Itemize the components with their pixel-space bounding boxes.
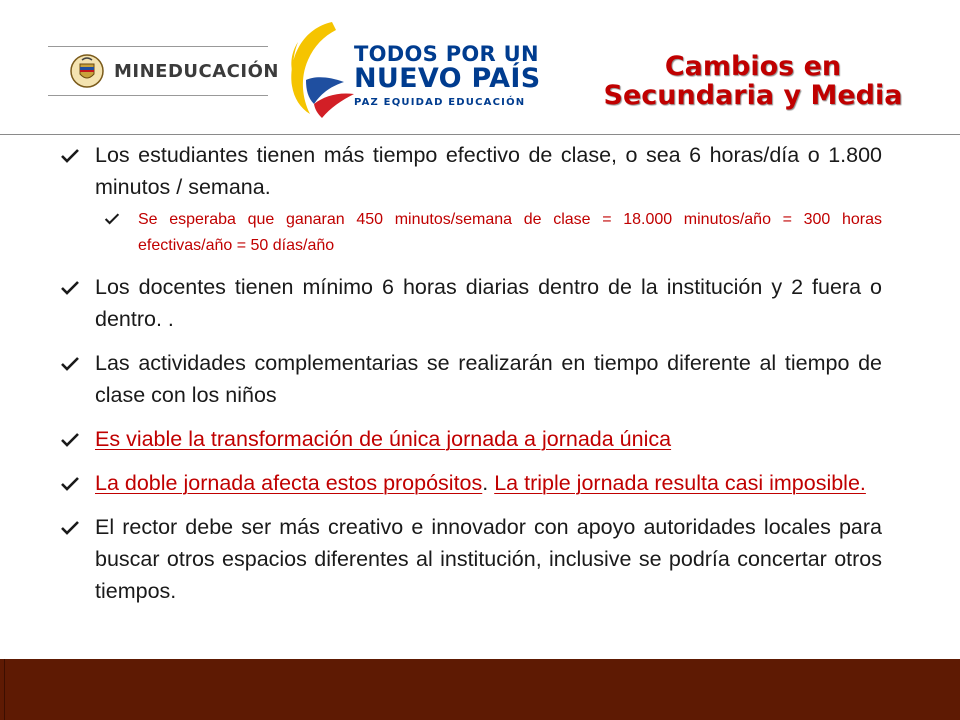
header-rule-top: [48, 46, 268, 47]
bullet-text: Las actividades complementarias se realizarán en tiempo diferente al tiempo de clase con los niños: [95, 351, 882, 407]
checkmark-icon: [60, 356, 80, 372]
bullet-item: [60, 423, 882, 455]
slide-title-line-2: Secundaria y Media: [603, 80, 903, 111]
checkmark-icon: [60, 432, 80, 448]
header-rule-bottom: [48, 95, 268, 96]
todos-por-un-nuevo-pais-logo: [284, 14, 541, 128]
slide-title-line-1: Cambios en: [664, 51, 842, 82]
bullet-text: Los docentes tienen mínimo 6 horas diarias dentro de la institución y 2 fuera o dentro. .: [95, 275, 882, 331]
bullet-text-highlight: La doble jornada afecta estos propósitos: [95, 471, 483, 495]
slide-header: [0, 0, 960, 135]
bullet-text: El rector debe ser más creativo e innovador con apoyo autoridades locales para buscar otros espacios diferentes al institución, inclusive se podría concertar otros tiempos.: [95, 515, 882, 603]
checkmark-icon: [60, 520, 80, 536]
checkmark-icon: [104, 212, 120, 226]
bullet-item: [60, 511, 882, 607]
checkmark-icon: [60, 280, 80, 296]
logo-line-2: NUEVO PAÍS: [354, 63, 541, 94]
header-divider: [0, 134, 960, 135]
sub-bullet-item: [104, 207, 882, 259]
bullet-item: [60, 139, 882, 203]
footer-bar: [0, 659, 960, 720]
bullet-item: [60, 347, 882, 411]
checkmark-icon: [60, 148, 80, 164]
footer-edge-line: [4, 659, 5, 720]
bullet-text-highlight: Es viable la transformación de única jornada a jornada única: [95, 427, 672, 451]
bullet-list: [60, 139, 882, 607]
logo-line-1: TODOS POR UN: [354, 42, 539, 66]
bullet-item: [60, 467, 882, 499]
logo-tagline: PAZ EQUIDAD EDUCACIÓN: [354, 97, 526, 108]
bullet-text-highlight: La triple jornada resulta casi imposible.: [494, 471, 866, 495]
bullet-text: Los estudiantes tienen más tiempo efectivo de clase, o sea 6 horas/día o 1.800 minutos / semana.: [95, 143, 882, 199]
checkmark-icon: [60, 476, 80, 492]
ministry-logo: [70, 52, 279, 90]
coat-of-arms-icon: [70, 54, 104, 88]
sub-bullet-text: Se esperaba que ganaran 450 minutos/semana de clase = 18.000 minutos/año = 300 horas efectivas/año = 50 días/año: [138, 211, 882, 254]
slide-title: [578, 52, 928, 110]
bullet-item: [60, 271, 882, 335]
ministry-logo-text: MINEDUCACIÓN: [114, 60, 279, 82]
bullet-text-separator: .: [482, 471, 495, 495]
flag-swoosh-icon: [284, 18, 360, 118]
